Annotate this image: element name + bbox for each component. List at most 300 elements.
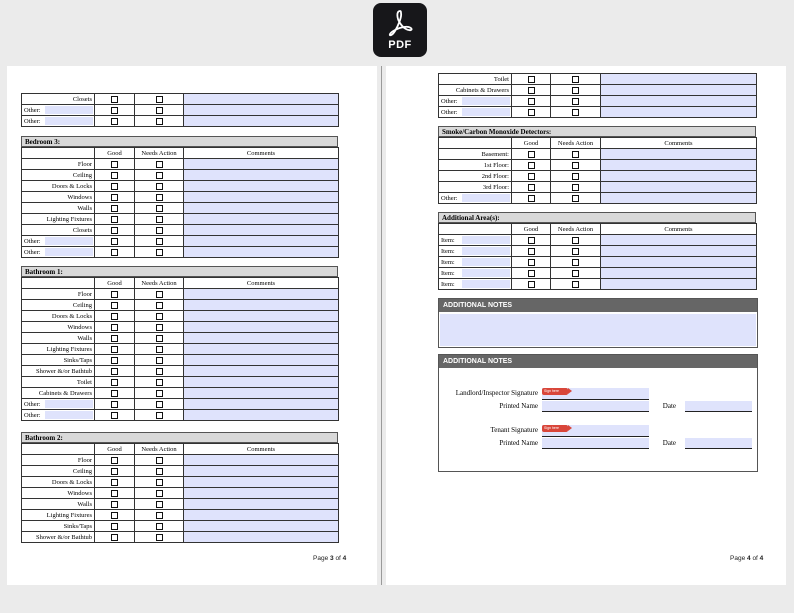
- needs-action-cell: [135, 388, 184, 399]
- comments-column-header: Comments: [184, 148, 339, 159]
- comments-field[interactable]: [184, 477, 339, 488]
- comments-field[interactable]: [601, 85, 757, 96]
- table-row: [22, 105, 339, 116]
- good-checkbox[interactable]: [111, 161, 118, 168]
- needs-action-cell: [135, 225, 184, 236]
- comments-field[interactable]: [601, 246, 757, 257]
- needs-action-checkbox[interactable]: [572, 98, 579, 105]
- good-checkbox[interactable]: [111, 313, 118, 320]
- needs-action-checkbox[interactable]: [156, 107, 163, 114]
- needs-action-checkbox[interactable]: [156, 313, 163, 320]
- needs-action-cell: [135, 236, 184, 247]
- needs-action-checkbox[interactable]: [156, 457, 163, 464]
- good-checkbox[interactable]: [528, 195, 535, 202]
- needs-action-checkbox[interactable]: [156, 368, 163, 375]
- needs-action-checkbox[interactable]: [156, 357, 163, 364]
- good-column-header: Good: [512, 224, 551, 235]
- row-label-text: Ceiling: [72, 301, 92, 309]
- table-row: [22, 333, 339, 344]
- custom-item-field[interactable]: [462, 236, 510, 244]
- comments-field[interactable]: [601, 96, 757, 107]
- comments-field[interactable]: [184, 488, 339, 499]
- good-checkbox[interactable]: [528, 151, 535, 158]
- good-checkbox[interactable]: [111, 107, 118, 114]
- table-row: [22, 322, 339, 333]
- good-checkbox[interactable]: [528, 184, 535, 191]
- needs-action-checkbox[interactable]: [156, 379, 163, 386]
- needs-action-checkbox[interactable]: [156, 479, 163, 486]
- good-checkbox[interactable]: [528, 237, 535, 244]
- comments-field[interactable]: [184, 236, 339, 247]
- table-row: [22, 377, 339, 388]
- needs-action-checkbox[interactable]: [572, 270, 579, 277]
- empty-header: [439, 138, 512, 149]
- row-label-shower-or-bathtub: [22, 366, 95, 377]
- comments-column-header: Comments: [184, 278, 339, 289]
- needs-action-cell: [135, 355, 184, 366]
- comments-field[interactable]: [601, 279, 757, 290]
- good-checkbox[interactable]: [111, 183, 118, 190]
- needs-action-checkbox[interactable]: [156, 216, 163, 223]
- table-row: [22, 159, 339, 170]
- table-row: [439, 85, 757, 96]
- good-checkbox[interactable]: [528, 281, 535, 288]
- bathroom-1-section: [21, 266, 339, 421]
- section-header: Bedroom 3:: [21, 136, 338, 147]
- row-label-text: Windows: [67, 193, 92, 201]
- tenant-printed-name-field[interactable]: [542, 438, 649, 449]
- good-cell: [95, 410, 135, 421]
- custom-item-field[interactable]: [462, 194, 510, 202]
- good-cell: [95, 488, 135, 499]
- needs-action-column-header: Needs Action: [135, 148, 184, 159]
- row-label-text: 1st Floor:: [483, 161, 509, 169]
- row-label-text: Cabinets & Drawers: [38, 389, 92, 397]
- comments-field[interactable]: [184, 214, 339, 225]
- comments-field[interactable]: [184, 399, 339, 410]
- custom-item-field[interactable]: [462, 108, 510, 116]
- custom-item-field[interactable]: [462, 258, 510, 266]
- row-label-other: [22, 236, 95, 247]
- comments-field[interactable]: [601, 149, 757, 160]
- comments-field[interactable]: [601, 182, 757, 193]
- needs-action-cell: [135, 521, 184, 532]
- row-label-lighting-fixtures: [22, 344, 95, 355]
- row-label-text: Other:: [24, 411, 41, 419]
- custom-item-field[interactable]: [45, 248, 93, 256]
- needs-action-checkbox[interactable]: [156, 390, 163, 397]
- comments-field[interactable]: [184, 455, 339, 466]
- row-label-text: Floor: [77, 290, 92, 298]
- needs-action-cell: [135, 466, 184, 477]
- needs-action-checkbox[interactable]: [572, 76, 579, 83]
- comments-field[interactable]: [184, 499, 339, 510]
- comments-field[interactable]: [184, 116, 339, 127]
- good-checkbox[interactable]: [111, 302, 118, 309]
- needs-action-cell: [135, 410, 184, 421]
- needs-action-cell: [551, 149, 601, 160]
- needs-action-column-header: Needs Action: [135, 444, 184, 455]
- row-label-text: Shower &/or Bathtub: [36, 367, 92, 375]
- good-checkbox[interactable]: [111, 172, 118, 179]
- sign-here-tag[interactable]: Sign here: [542, 425, 568, 432]
- table-row: [439, 96, 757, 107]
- date-label: Date: [662, 439, 676, 447]
- needs-action-checkbox[interactable]: [156, 205, 163, 212]
- good-checkbox[interactable]: [111, 379, 118, 386]
- row-label-item: [439, 235, 512, 246]
- good-checkbox[interactable]: [528, 270, 535, 277]
- comments-field[interactable]: [184, 466, 339, 477]
- needs-action-cell: [135, 181, 184, 192]
- good-checkbox[interactable]: [111, 490, 118, 497]
- comments-field[interactable]: [184, 170, 339, 181]
- needs-action-checkbox[interactable]: [156, 194, 163, 201]
- needs-action-checkbox[interactable]: [156, 501, 163, 508]
- table-row: [22, 455, 339, 466]
- needs-action-checkbox[interactable]: [572, 184, 579, 191]
- row-label-text: Ceiling: [72, 467, 92, 475]
- page-divider: [381, 66, 382, 585]
- table-row: [439, 107, 757, 118]
- table-row: [22, 344, 339, 355]
- needs-action-checkbox[interactable]: [156, 412, 163, 419]
- good-checkbox[interactable]: [111, 512, 118, 519]
- row-label-floor: [22, 455, 95, 466]
- good-checkbox[interactable]: [111, 249, 118, 256]
- table-row: [22, 181, 339, 192]
- good-checkbox[interactable]: [111, 390, 118, 397]
- comments-field[interactable]: [184, 300, 339, 311]
- needs-action-checkbox[interactable]: [572, 162, 579, 169]
- table-row: [22, 247, 339, 258]
- comments-field[interactable]: [184, 181, 339, 192]
- row-label-text: Closets: [72, 226, 92, 234]
- good-checkbox[interactable]: [111, 324, 118, 331]
- row-label-walls: [22, 203, 95, 214]
- left-top-table: [21, 93, 339, 127]
- needs-action-checkbox[interactable]: [156, 534, 163, 541]
- comments-column-header: Comments: [601, 224, 757, 235]
- column-header-row: [439, 138, 757, 149]
- needs-action-cell: [551, 193, 601, 204]
- needs-action-cell: [135, 300, 184, 311]
- needs-action-cell: [135, 455, 184, 466]
- needs-action-cell: [135, 214, 184, 225]
- needs-action-checkbox[interactable]: [156, 183, 163, 190]
- comments-field[interactable]: [184, 192, 339, 203]
- good-checkbox[interactable]: [111, 468, 118, 475]
- needs-action-checkbox[interactable]: [572, 173, 579, 180]
- additional-notes-field[interactable]: [440, 314, 756, 346]
- comments-field[interactable]: [184, 203, 339, 214]
- sign-here-tag[interactable]: Sign here: [542, 388, 568, 395]
- good-checkbox[interactable]: [111, 118, 118, 125]
- comments-field[interactable]: [184, 410, 339, 421]
- needs-action-cell: [551, 96, 601, 107]
- good-cell: [95, 399, 135, 410]
- good-column-header: Good: [95, 278, 135, 289]
- good-checkbox[interactable]: [111, 401, 118, 408]
- comments-field[interactable]: [184, 333, 339, 344]
- row-label-text: Item:: [441, 236, 455, 244]
- good-cell: [95, 236, 135, 247]
- needs-action-checkbox[interactable]: [156, 118, 163, 125]
- row-label-text: Toilet: [76, 378, 92, 386]
- tenant-date-field[interactable]: [685, 438, 752, 449]
- comments-field[interactable]: [184, 225, 339, 236]
- good-cell: [95, 388, 135, 399]
- additional-notes-box: [438, 298, 758, 348]
- comments-field[interactable]: [184, 322, 339, 333]
- needs-action-checkbox[interactable]: [156, 335, 163, 342]
- row-label-ceiling: [22, 300, 95, 311]
- needs-action-cell: [551, 107, 601, 118]
- good-checkbox[interactable]: [111, 368, 118, 375]
- needs-action-checkbox[interactable]: [156, 512, 163, 519]
- needs-action-checkbox[interactable]: [156, 468, 163, 475]
- landlord-printed-name-field[interactable]: [542, 401, 649, 412]
- good-checkbox[interactable]: [111, 523, 118, 530]
- row-label-lighting-fixtures: [22, 510, 95, 521]
- needs-action-checkbox[interactable]: [156, 401, 163, 408]
- needs-action-cell: [551, 279, 601, 290]
- good-checkbox[interactable]: [111, 335, 118, 342]
- row-label-text: Doors & Locks: [51, 182, 92, 190]
- comments-field[interactable]: [184, 159, 339, 170]
- good-checkbox[interactable]: [111, 479, 118, 486]
- row-label-text: 3rd Floor:: [482, 183, 509, 191]
- checklist-table: [21, 443, 339, 543]
- row-label-other: [22, 399, 95, 410]
- good-cell: [512, 279, 551, 290]
- row-label-text: Other:: [24, 237, 41, 245]
- needs-action-checkbox[interactable]: [156, 249, 163, 256]
- needs-action-cell: [135, 322, 184, 333]
- good-checkbox[interactable]: [528, 162, 535, 169]
- needs-action-checkbox[interactable]: [156, 291, 163, 298]
- good-cell: [95, 377, 135, 388]
- table-row: [22, 192, 339, 203]
- needs-action-checkbox[interactable]: [156, 346, 163, 353]
- table-row: [439, 246, 757, 257]
- comments-field[interactable]: [184, 510, 339, 521]
- comments-field[interactable]: [184, 344, 339, 355]
- good-checkbox[interactable]: [528, 173, 535, 180]
- good-cell: [95, 521, 135, 532]
- good-checkbox[interactable]: [528, 76, 535, 83]
- row-label-toilet: [439, 74, 512, 85]
- needs-action-checkbox[interactable]: [572, 281, 579, 288]
- good-checkbox[interactable]: [111, 501, 118, 508]
- row-label-ceiling: [22, 170, 95, 181]
- empty-header: [439, 224, 512, 235]
- row-label-text: Floor: [77, 160, 92, 168]
- row-label-text: Item:: [441, 247, 455, 255]
- row-label-text: Lighting Fixtures: [46, 511, 92, 519]
- good-checkbox[interactable]: [528, 98, 535, 105]
- checklist-table: [21, 277, 339, 421]
- good-cell: [95, 159, 135, 170]
- custom-item-field[interactable]: [45, 106, 93, 114]
- table-row: [439, 268, 757, 279]
- row-label-doors-locks: [22, 311, 95, 322]
- custom-item-field[interactable]: [462, 97, 510, 105]
- good-checkbox[interactable]: [111, 227, 118, 234]
- good-cell: [95, 116, 135, 127]
- comments-field[interactable]: [184, 377, 339, 388]
- section-header: Smoke/Carbon Monoxide Detectors:: [438, 126, 756, 137]
- good-checkbox[interactable]: [111, 357, 118, 364]
- row-label-lighting-fixtures: [22, 214, 95, 225]
- custom-item-field[interactable]: [45, 237, 93, 245]
- custom-item-field[interactable]: [462, 269, 510, 277]
- good-cell: [95, 333, 135, 344]
- needs-action-cell: [135, 488, 184, 499]
- needs-action-checkbox[interactable]: [156, 490, 163, 497]
- comments-field[interactable]: [184, 388, 339, 399]
- needs-action-checkbox[interactable]: [572, 248, 579, 255]
- needs-action-checkbox[interactable]: [156, 161, 163, 168]
- needs-action-checkbox[interactable]: [156, 302, 163, 309]
- comments-field[interactable]: [601, 160, 757, 171]
- good-cell: [95, 477, 135, 488]
- good-cell: [512, 268, 551, 279]
- comments-field[interactable]: [601, 235, 757, 246]
- row-label-item: [439, 257, 512, 268]
- good-checkbox[interactable]: [111, 194, 118, 201]
- row-label-text: Doors & Locks: [51, 478, 92, 486]
- good-checkbox[interactable]: [111, 412, 118, 419]
- section-header: Additional Area(s):: [438, 212, 756, 223]
- needs-action-cell: [135, 105, 184, 116]
- needs-action-checkbox[interactable]: [156, 238, 163, 245]
- row-label-text: 2nd Floor:: [481, 172, 509, 180]
- empty-header: [22, 444, 95, 455]
- good-column-header: Good: [512, 138, 551, 149]
- good-cell: [95, 203, 135, 214]
- good-cell: [512, 85, 551, 96]
- needs-action-cell: [135, 377, 184, 388]
- needs-action-checkbox[interactable]: [572, 259, 579, 266]
- good-checkbox[interactable]: [111, 534, 118, 541]
- needs-action-checkbox[interactable]: [572, 237, 579, 244]
- custom-item-field[interactable]: [462, 247, 510, 255]
- row-label-text: Walls: [77, 500, 92, 508]
- good-cell: [512, 193, 551, 204]
- table-row: [439, 160, 757, 171]
- needs-action-checkbox[interactable]: [156, 523, 163, 530]
- good-checkbox[interactable]: [528, 248, 535, 255]
- comments-field[interactable]: [601, 193, 757, 204]
- comments-field[interactable]: [601, 171, 757, 182]
- table-row: [22, 236, 339, 247]
- good-cell: [512, 171, 551, 182]
- comments-field[interactable]: [184, 94, 339, 105]
- good-checkbox[interactable]: [111, 291, 118, 298]
- good-checkbox[interactable]: [528, 259, 535, 266]
- good-checkbox[interactable]: [111, 216, 118, 223]
- needs-action-cell: [551, 246, 601, 257]
- needs-action-cell: [135, 170, 184, 181]
- comments-field[interactable]: [184, 289, 339, 300]
- comments-field[interactable]: [184, 311, 339, 322]
- needs-action-cell: [135, 116, 184, 127]
- row-label-other: [22, 116, 95, 127]
- comments-field[interactable]: [601, 107, 757, 118]
- good-checkbox[interactable]: [111, 457, 118, 464]
- comments-field[interactable]: [601, 257, 757, 268]
- good-cell: [95, 455, 135, 466]
- comments-column-header: Comments: [601, 138, 757, 149]
- custom-item-field[interactable]: [45, 400, 93, 408]
- needs-action-checkbox[interactable]: [572, 109, 579, 116]
- needs-action-checkbox[interactable]: [156, 227, 163, 234]
- table-row: [439, 74, 757, 85]
- row-label-text: Lighting Fixtures: [46, 215, 92, 223]
- row-label-doors-locks: [22, 181, 95, 192]
- row-label-doors-locks: [22, 477, 95, 488]
- good-cell: [95, 510, 135, 521]
- good-cell: [95, 214, 135, 225]
- needs-action-checkbox[interactable]: [156, 96, 163, 103]
- good-checkbox[interactable]: [111, 346, 118, 353]
- needs-action-checkbox[interactable]: [156, 324, 163, 331]
- good-cell: [95, 466, 135, 477]
- custom-item-field[interactable]: [462, 280, 510, 288]
- needs-action-checkbox[interactable]: [572, 87, 579, 94]
- comments-field[interactable]: [184, 355, 339, 366]
- table-row: [22, 311, 339, 322]
- comments-field[interactable]: [184, 247, 339, 258]
- row-label-1st-floor: [439, 160, 512, 171]
- page-number-4: Page 4 of 4: [730, 555, 764, 562]
- comments-field[interactable]: [184, 366, 339, 377]
- table-row: [22, 355, 339, 366]
- empty-header: [22, 278, 95, 289]
- table-row: [22, 521, 339, 532]
- needs-action-cell: [135, 192, 184, 203]
- good-cell: [95, 225, 135, 236]
- custom-item-field[interactable]: [45, 117, 93, 125]
- row-label-text: Windows: [67, 323, 92, 331]
- good-checkbox[interactable]: [111, 96, 118, 103]
- good-cell: [95, 311, 135, 322]
- row-label-other: [22, 247, 95, 258]
- good-checkbox[interactable]: [528, 87, 535, 94]
- comments-field[interactable]: [184, 521, 339, 532]
- bathroom-2-section: [21, 432, 339, 543]
- row-label-text: Cabinets & Drawers: [455, 86, 509, 94]
- good-checkbox[interactable]: [111, 238, 118, 245]
- needs-action-checkbox[interactable]: [572, 195, 579, 202]
- table-row: [439, 193, 757, 204]
- comments-field[interactable]: [184, 105, 339, 116]
- needs-action-checkbox[interactable]: [156, 172, 163, 179]
- good-checkbox[interactable]: [528, 109, 535, 116]
- row-label-basement: [439, 149, 512, 160]
- needs-action-checkbox[interactable]: [572, 151, 579, 158]
- comments-field[interactable]: [184, 532, 339, 543]
- custom-item-field[interactable]: [45, 411, 93, 419]
- landlord-date-field[interactable]: [685, 401, 752, 412]
- comments-field[interactable]: [601, 74, 757, 85]
- comments-field[interactable]: [601, 268, 757, 279]
- good-checkbox[interactable]: [111, 205, 118, 212]
- table-row: [22, 170, 339, 181]
- table-row: [22, 399, 339, 410]
- row-label-other: [22, 410, 95, 421]
